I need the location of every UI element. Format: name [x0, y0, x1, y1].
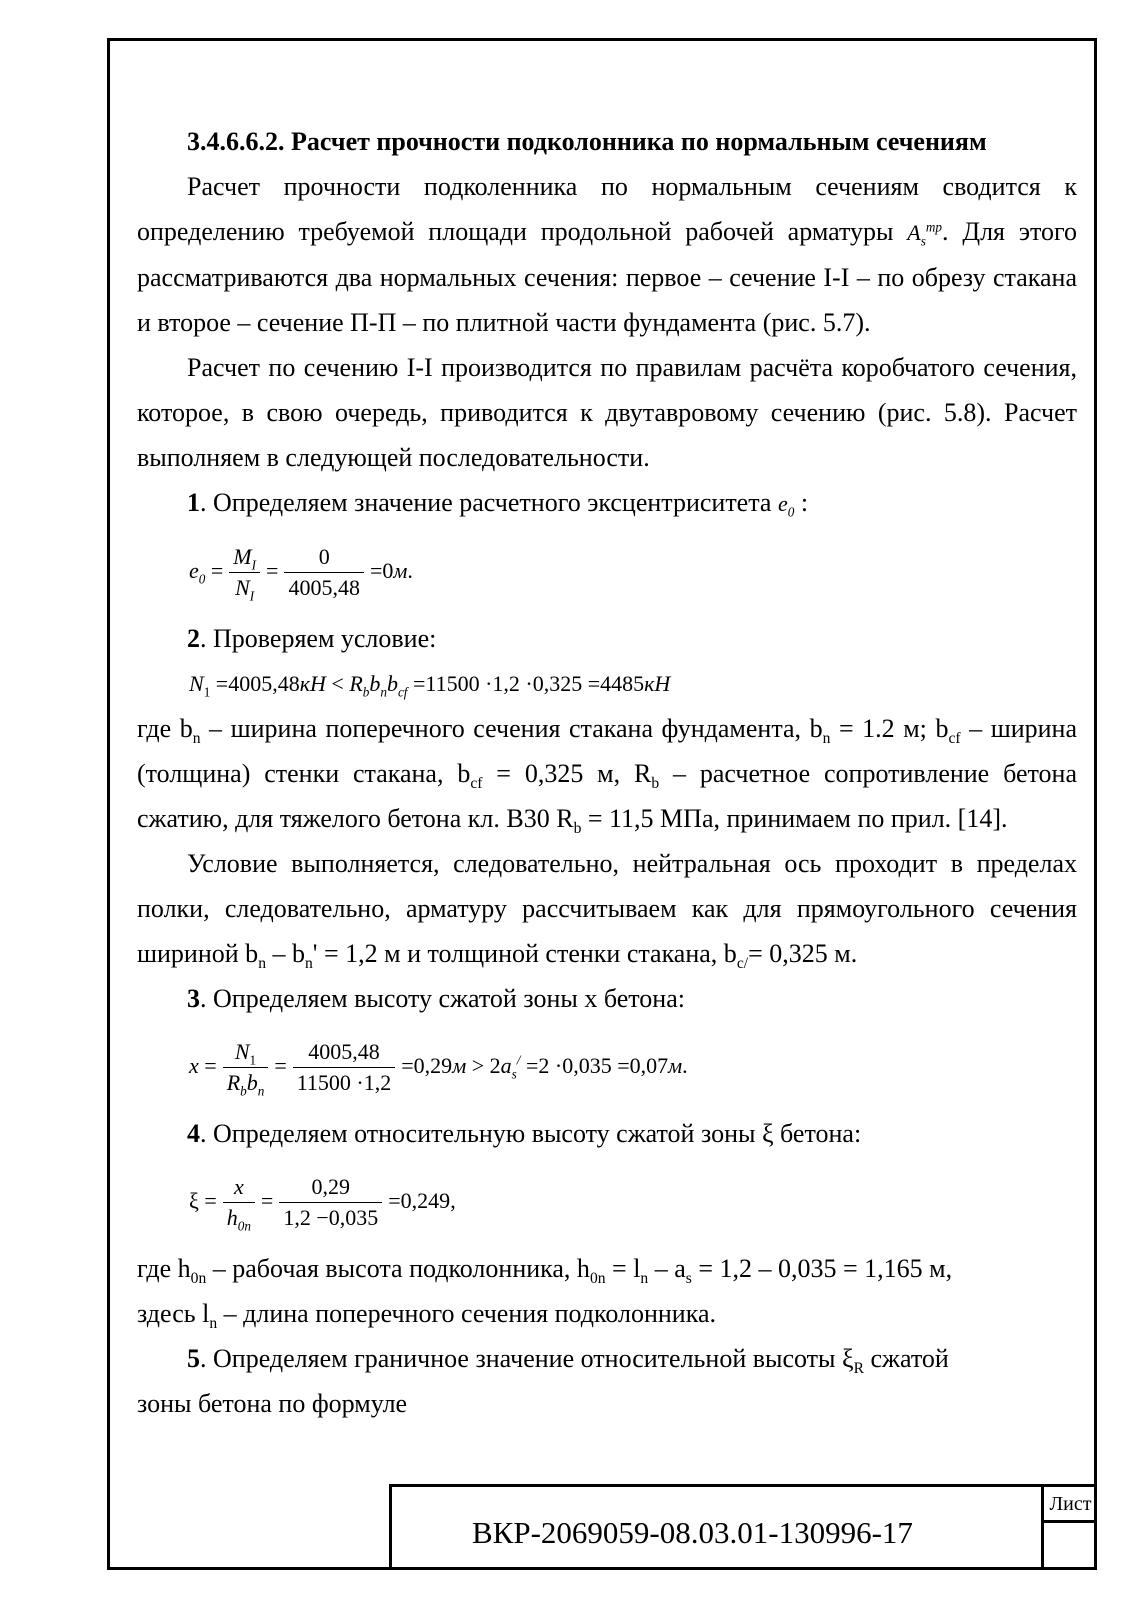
- formula-condition: $N_1 =4005,48кН < R_bb_nb_{cf} =11500 \cdot 1,2 \cdot 0,325 =4485кН$: [189, 671, 671, 700]
- sheet-label: Лист: [1044, 1487, 1097, 1523]
- paragraph-1-part-b: . Для этого рассматриваются два нормальных сечения: первое – сечение I-I – по обрезу стакана и второе – сечение П-П – по плитной части фундамента (рис. 5.7).: [137, 217, 1078, 337]
- step-5: 5. Определяем граничное значение относительной высоты $\xi_R$ сжатой: [187, 1344, 949, 1378]
- paragraph-1-part-a: Расчет прочности подколенника по нормальным сечениям сводится к определению требуемой площади продольной рабочей арматуры: [137, 172, 1077, 246]
- formula-As: $A_s^{тр}$: [907, 219, 943, 249]
- document-body: [137, 120, 1077, 1426]
- paragraph-1: [137, 164, 1077, 345]
- section-title: 3.4.6.6.2. Расчет прочности подколонника по нормальным сечениям: [187, 127, 987, 156]
- paragraph-4: Условие выполняется, следовательно, нейтральная ось проходит в пределах полки, следовательно, арматуру рассчитываем как для прямоугольного сечения шириной $b_n - b_n' = 1,2$ м и толщиной стенки стакана, $b_{c/}= 0,325$ м.: [137, 849, 1077, 973]
- formula-xi: ξ = $\frac{x}{h_{0n}}$ = $\frac{0,29}{1,2 -0,035}$ =0,249,: [189, 1174, 456, 1234]
- paragraph-2: Расчет по сечению I-I производится по правилам расчёта коробчатого сечения, которое, в свою очередь, приводится к двутавровому сечению (рис. 5.8). Расчет выполняем в следующей последовательности.: [137, 353, 1077, 472]
- formula-eccentricity: $e_0$ = $\frac{M_I}{N_I}$ = $\frac{0}{4005,48}$ =0м.: [189, 544, 413, 604]
- step-5-continuation: зоны бетона по формуле: [137, 1389, 408, 1418]
- step-1: 1. Определяем значение расчетного эксцентриситета $e_0$ :: [187, 488, 809, 520]
- title-block: [389, 1484, 1097, 1570]
- paragraph-3: где $b_n$ – ширина поперечного сечения стакана фундамента, $b_n = 1.2$ м; $b_{cf}$ – ширина (толщина) стенки стакана, $b_{cf} = 0,325$ м, $R_b$ – расчетное сопротивление бетона сжатию, для тяжелого бетона кл. В30 $R_b = 11,5$ МПа, принимаем по прил. [14].: [137, 714, 1078, 838]
- paragraph-5: где $h_{0n}$ – рабочая высота подколонника, $h_{0n} = l_n - a_s = 1,2 - 0,035 = 1,165$ м,: [137, 1254, 953, 1288]
- step-3: 3. Определяем высоту сжатой зоны х бетона:: [187, 984, 685, 1013]
- formula-x: x = $\frac{N_1}{R_bb_n}$ = $\frac{4005,48}{11500 \cdot 1,2}$ $=0,29м > 2a_s^/ =2 \cdot 0,035 =0,07м$.: [189, 1039, 688, 1099]
- sheet-box: [1041, 1487, 1097, 1570]
- paragraph-6: здесь $l_n$ – длина поперечного сечения подколонника.: [137, 1299, 716, 1333]
- step-2: 2. Проверяем условие:: [187, 624, 437, 653]
- step-4: 4. Определяем относительную высоту сжатой зоны ξ бетона:: [187, 1119, 862, 1148]
- document-code: ВКР-2069059-08.03.01-130996-17: [472, 1515, 913, 1550]
